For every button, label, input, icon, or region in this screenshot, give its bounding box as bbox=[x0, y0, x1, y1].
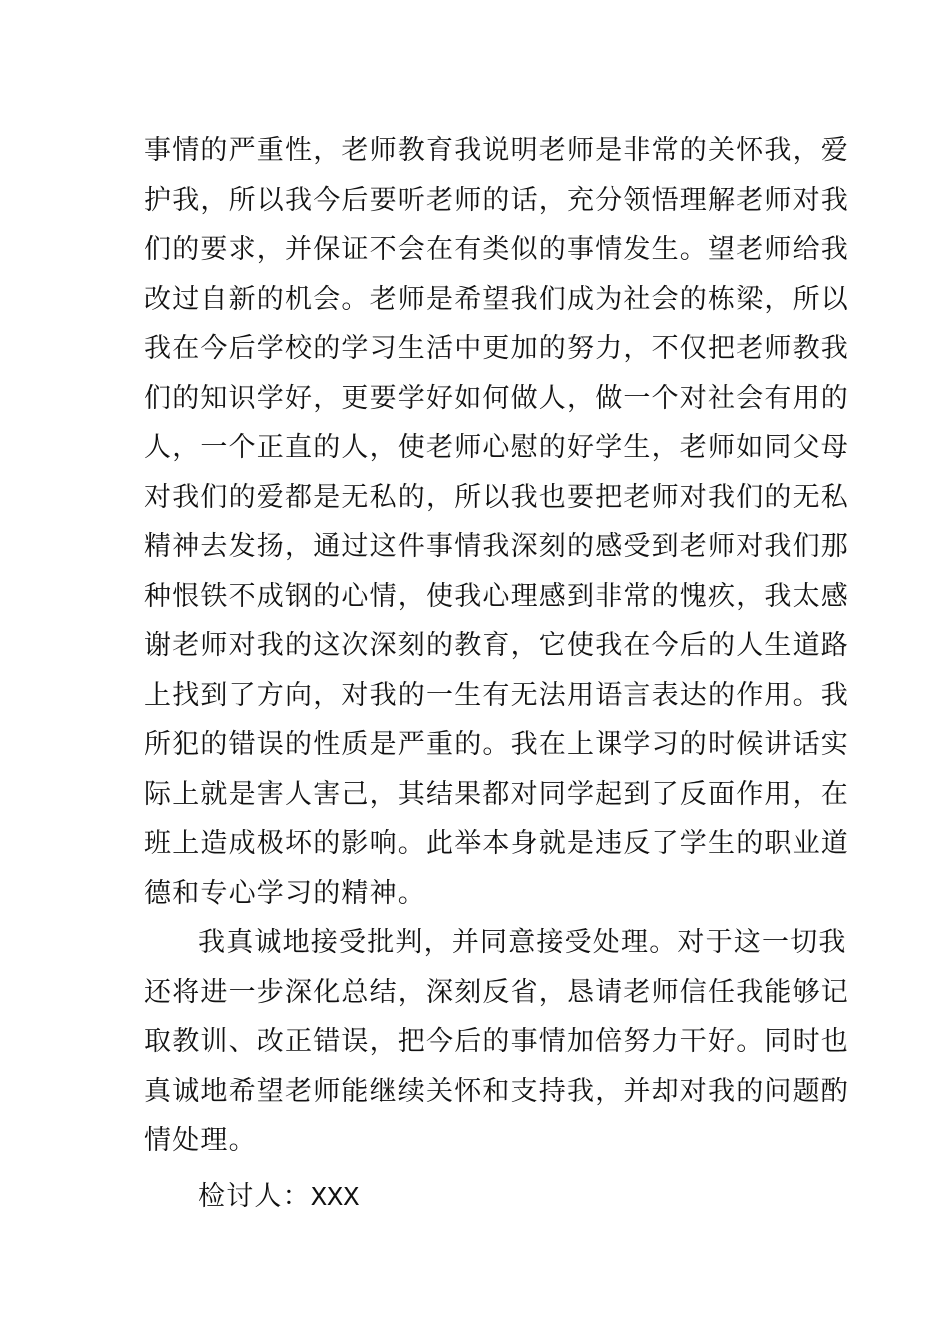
text-line: 真诚地希望老师能继续关怀和支持我，并却对我的问题酌 bbox=[144, 1075, 849, 1107]
signature-name: XXX bbox=[310, 1184, 360, 1214]
text-line: 种恨铁不成钢的心情，使我心理感到非常的愧疚，我太感 bbox=[144, 580, 849, 612]
text-line: 班上造成极坏的影响。此举本身就是违反了学生的职业道 bbox=[144, 828, 849, 859]
text-line: 德和专心学习的精神。 bbox=[144, 877, 426, 909]
text-line: 人，一个正直的人，使老师心慰的好学生，老师如同父母 bbox=[144, 432, 849, 463]
text-line: 情处理。 bbox=[144, 1125, 257, 1156]
paragraph-1 bbox=[144, 126, 849, 918]
text-line: 对我们的爱都是无私的，所以我也要把老师对我们的无私 bbox=[144, 481, 849, 513]
text-line: 所犯的错误的性质是严重的。我在上课学习的时候讲话实 bbox=[144, 729, 849, 760]
text-line: 护我，所以我今后要听老师的话，充分领悟理解老师对我 bbox=[144, 184, 849, 216]
text-line: 改过自新的机会。老师是希望我们成为社会的栋梁，所以 bbox=[144, 283, 849, 315]
text-line: 还将进一步深化总结，深刻反省，恳请老师信任我能够记 bbox=[144, 976, 849, 1008]
text-line: 我真诚地接受批判，并同意接受处理。对于这一切我 bbox=[198, 927, 847, 958]
text-line: 取教训、改正错误，把今后的事情加倍努力干好。同时也 bbox=[144, 1026, 849, 1057]
text-line: 精神去发扬，通过这件事情我深刻的感受到老师对我们那 bbox=[144, 531, 849, 562]
text-line: 谢老师对我的这次深刻的教育，它使我在今后的人生道路 bbox=[144, 630, 849, 661]
signature-label: 检讨人： bbox=[198, 1181, 311, 1212]
text-line: 们的要求，并保证不会在有类似的事情发生。望老师给我 bbox=[144, 234, 849, 265]
signature-line bbox=[198, 1172, 359, 1222]
text-line: 际上就是害人害己，其结果都对同学起到了反面作用，在 bbox=[144, 778, 849, 810]
text-line: 我在今后学校的学习生活中更加的努力，不仅把老师教我 bbox=[144, 333, 849, 364]
document-body bbox=[144, 126, 849, 1166]
paragraph-2 bbox=[144, 918, 849, 1166]
text-line: 们的知识学好，更要学好如何做人，做一个对社会有用的 bbox=[144, 382, 849, 414]
text-line: 事情的严重性，老师教育我说明老师是非常的关怀我，爱 bbox=[144, 135, 849, 166]
text-line: 上找到了方向，对我的一生有无法用语言表达的作用。我 bbox=[144, 679, 849, 711]
